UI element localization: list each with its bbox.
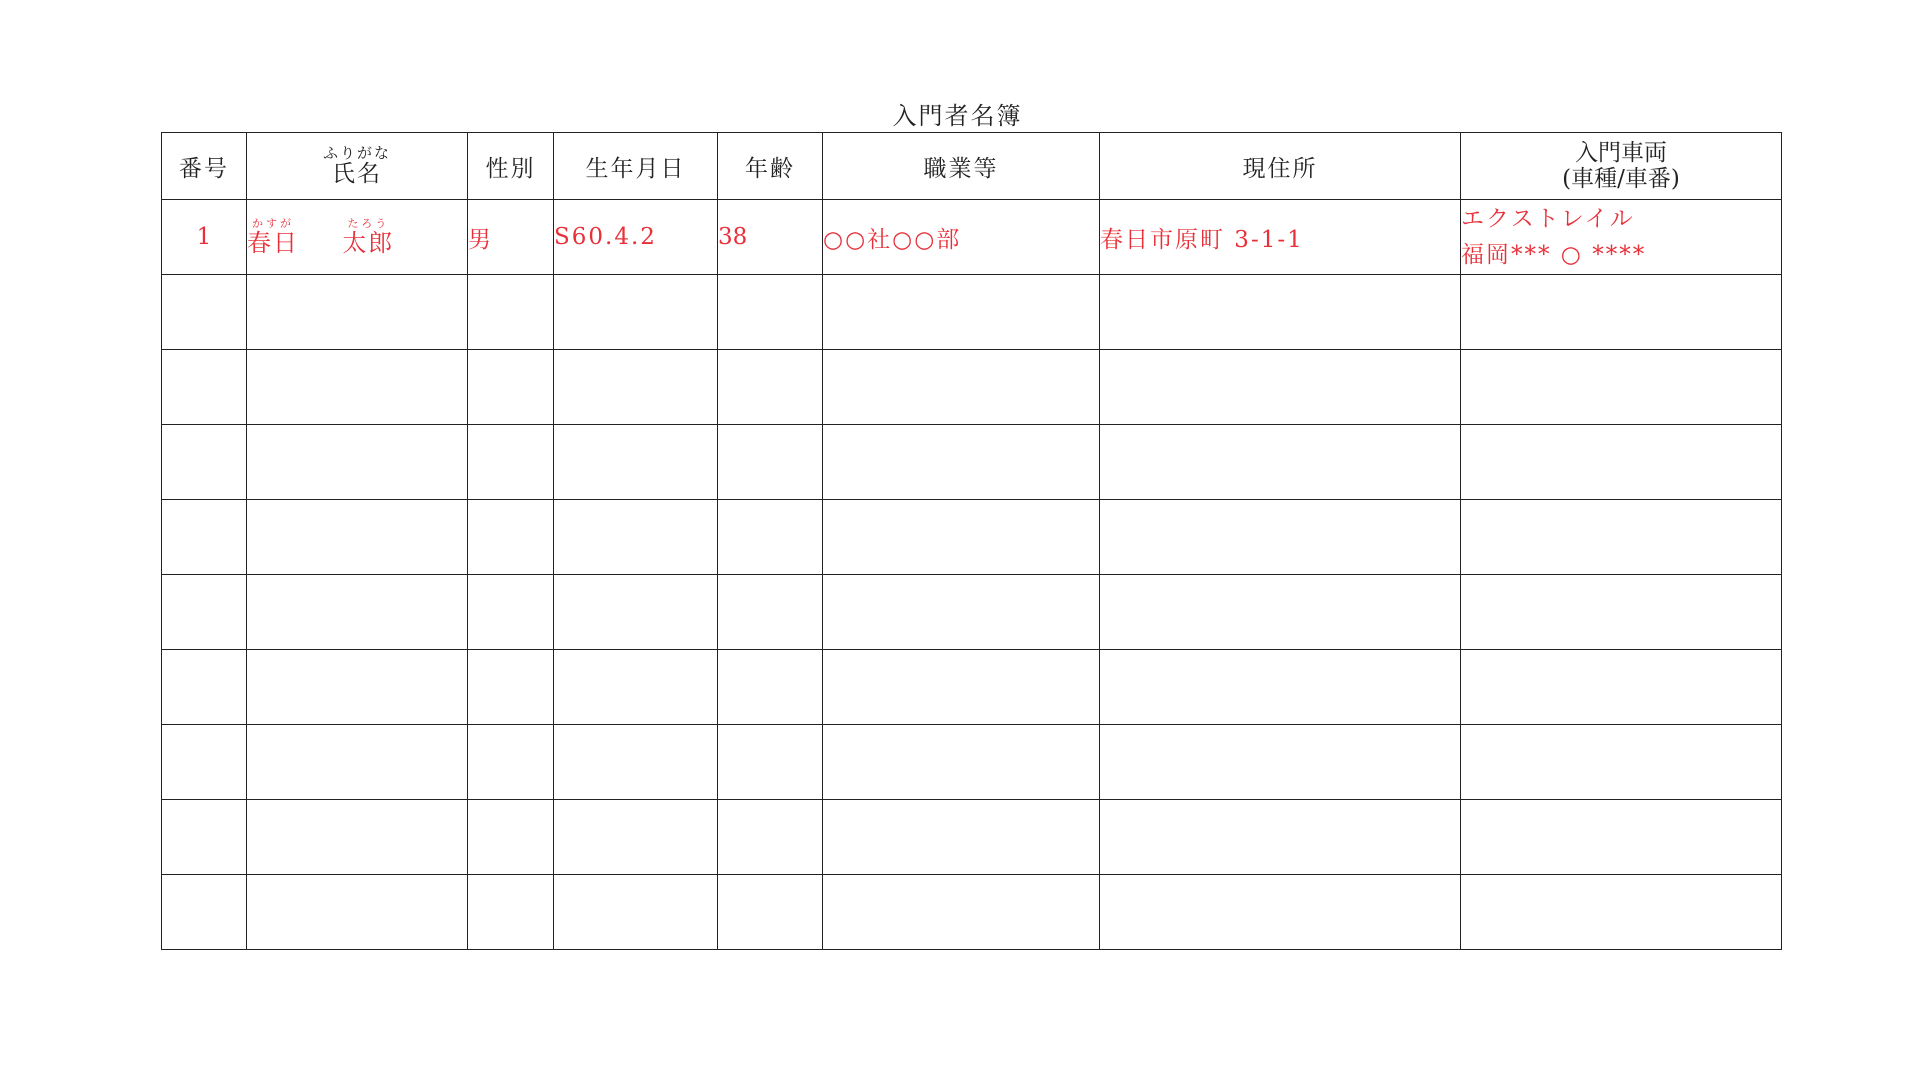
empty-row: [162, 275, 1782, 350]
empty-cell-vehicle: [1461, 875, 1782, 950]
visitor-roster-table: [161, 132, 1782, 950]
empty-cell-name: [247, 500, 468, 575]
empty-cell-number: [162, 350, 247, 425]
empty-cell-vehicle: [1461, 425, 1782, 500]
empty-row: [162, 500, 1782, 575]
empty-cell-address: [1100, 425, 1461, 500]
header-name-label: 氏名: [332, 161, 382, 187]
example-number: 1: [162, 200, 247, 275]
empty-cell-number: [162, 425, 247, 500]
header-row: [162, 133, 1782, 200]
empty-cell-address: [1100, 650, 1461, 725]
empty-cell-number: [162, 275, 247, 350]
empty-cell-birthdate: [554, 500, 718, 575]
empty-cell-sex: [468, 425, 554, 500]
empty-cell-number: [162, 725, 247, 800]
empty-cell-vehicle: [1461, 800, 1782, 875]
empty-cell-name: [247, 650, 468, 725]
example-vehicle-plate: 福岡*** ○ ****: [1461, 242, 1647, 268]
example-vehicle-model: エクストレイル: [1461, 206, 1635, 232]
empty-cell-occupation: [823, 425, 1100, 500]
empty-cell-address: [1100, 275, 1461, 350]
empty-cell-age: [718, 875, 823, 950]
header-occupation: 職業等: [823, 133, 1100, 200]
empty-cell-birthdate: [554, 425, 718, 500]
empty-cell-sex: [468, 875, 554, 950]
document-title: 入門者名簿: [892, 102, 1023, 130]
example-name: [247, 200, 468, 275]
example-sex: 男: [468, 200, 554, 275]
empty-cell-address: [1100, 350, 1461, 425]
empty-cell-vehicle: [1461, 575, 1782, 650]
header-name: [247, 133, 468, 200]
empty-row: [162, 650, 1782, 725]
empty-cell-occupation: [823, 575, 1100, 650]
header-age: 年齢: [718, 133, 823, 200]
empty-cell-occupation: [823, 800, 1100, 875]
header-name-furigana: ふりがな: [322, 144, 391, 162]
empty-cell-birthdate: [554, 350, 718, 425]
empty-cell-number: [162, 800, 247, 875]
example-address: 春日市原町 3-1-1: [1100, 200, 1461, 275]
empty-cell-age: [718, 500, 823, 575]
empty-cell-birthdate: [554, 800, 718, 875]
empty-cell-sex: [468, 650, 554, 725]
empty-cell-address: [1100, 800, 1461, 875]
empty-row: [162, 425, 1782, 500]
empty-cell-address: [1100, 725, 1461, 800]
empty-cell-number: [162, 650, 247, 725]
empty-cell-name: [247, 425, 468, 500]
empty-cell-age: [718, 650, 823, 725]
empty-cell-age: [718, 800, 823, 875]
empty-cell-address: [1100, 500, 1461, 575]
empty-cell-name: [247, 350, 468, 425]
empty-cell-address: [1100, 875, 1461, 950]
example-surname-ruby: かすが: [252, 216, 294, 230]
example-vehicle: [1461, 200, 1782, 275]
empty-cell-vehicle: [1461, 500, 1782, 575]
header-address: 現住所: [1100, 133, 1461, 200]
empty-cell-sex: [468, 575, 554, 650]
empty-cell-vehicle: [1461, 725, 1782, 800]
empty-cell-sex: [468, 275, 554, 350]
empty-cell-age: [718, 725, 823, 800]
empty-cell-age: [718, 575, 823, 650]
header-vehicle-line1: 入門車両: [1575, 140, 1667, 166]
empty-row: [162, 350, 1782, 425]
example-row: [162, 200, 1782, 275]
empty-cell-birthdate: [554, 575, 718, 650]
empty-cell-occupation: [823, 725, 1100, 800]
empty-cell-sex: [468, 725, 554, 800]
empty-cell-occupation: [823, 350, 1100, 425]
empty-cell-sex: [468, 500, 554, 575]
empty-cell-birthdate: [554, 875, 718, 950]
empty-cell-name: [247, 275, 468, 350]
header-vehicle-line2: (車種/車番): [1562, 166, 1680, 192]
empty-cell-birthdate: [554, 650, 718, 725]
empty-cell-address: [1100, 575, 1461, 650]
header-vehicle: [1461, 133, 1782, 200]
empty-row: [162, 575, 1782, 650]
example-given-name: 太郎: [342, 228, 395, 257]
empty-cell-age: [718, 425, 823, 500]
example-surname: 春日: [247, 228, 299, 257]
empty-cell-number: [162, 875, 247, 950]
empty-cell-occupation: [823, 650, 1100, 725]
empty-cell-name: [247, 800, 468, 875]
empty-cell-number: [162, 575, 247, 650]
header-birthdate: 生年月日: [554, 133, 718, 200]
empty-cell-occupation: [823, 275, 1100, 350]
empty-row: [162, 800, 1782, 875]
header-sex: 性別: [468, 133, 554, 200]
empty-cell-age: [718, 275, 823, 350]
empty-cell-birthdate: [554, 275, 718, 350]
empty-cell-name: [247, 875, 468, 950]
empty-cell-occupation: [823, 875, 1100, 950]
empty-cell-vehicle: [1461, 650, 1782, 725]
empty-row: [162, 725, 1782, 800]
empty-cell-occupation: [823, 500, 1100, 575]
empty-cell-number: [162, 500, 247, 575]
header-number: 番号: [162, 133, 247, 200]
example-birthdate: S60.4.2: [554, 200, 718, 275]
empty-cell-birthdate: [554, 725, 718, 800]
empty-row: [162, 875, 1782, 950]
empty-cell-name: [247, 575, 468, 650]
empty-cell-vehicle: [1461, 350, 1782, 425]
empty-cell-vehicle: [1461, 275, 1782, 350]
empty-cell-sex: [468, 800, 554, 875]
example-age: 38: [718, 200, 823, 275]
empty-cell-name: [247, 725, 468, 800]
empty-cell-age: [718, 350, 823, 425]
example-occupation: ○○社○○部: [823, 200, 1100, 275]
empty-cell-sex: [468, 350, 554, 425]
example-given-ruby: たろう: [347, 216, 390, 230]
